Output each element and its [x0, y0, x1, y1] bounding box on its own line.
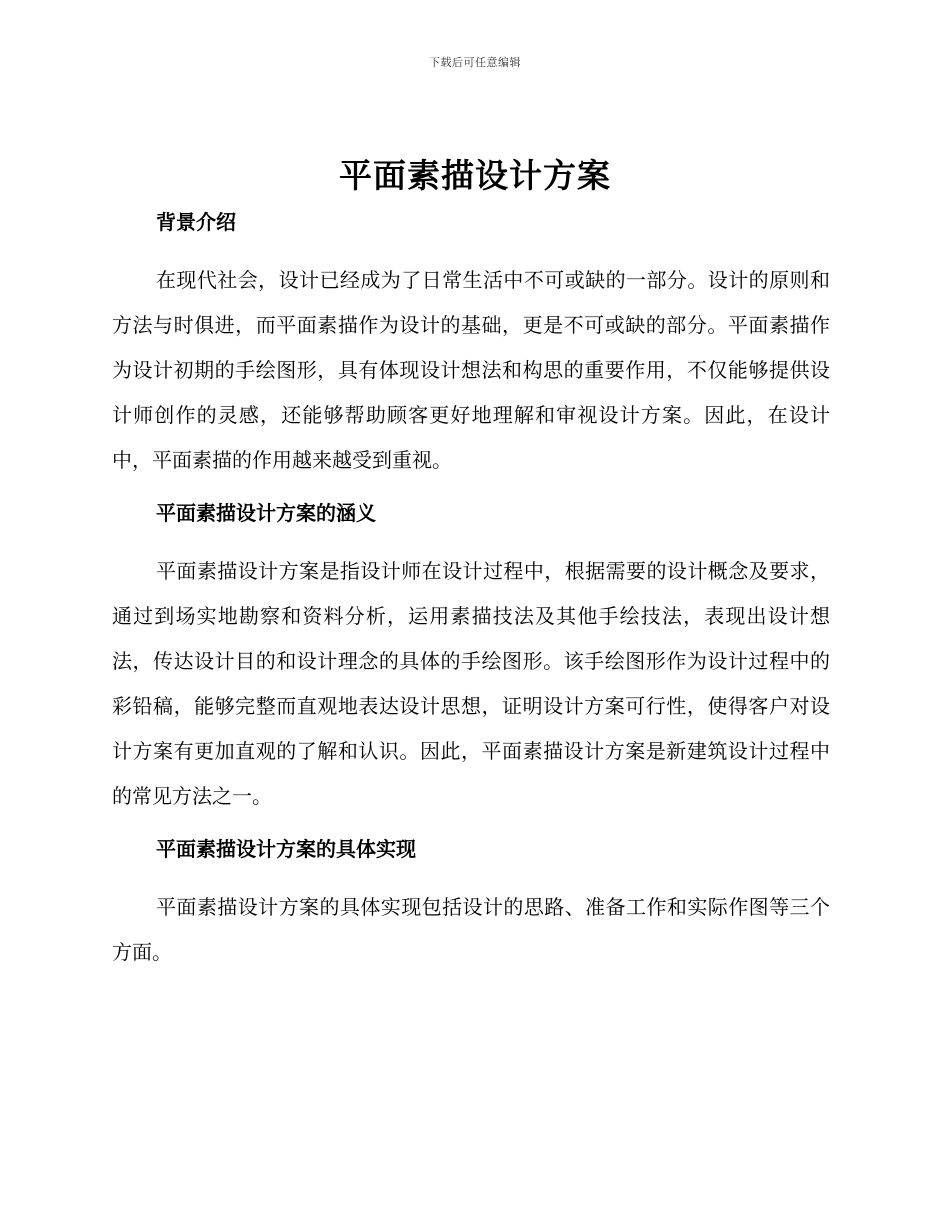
section-heading-meaning: 平面素描设计方案的涵义 [156, 501, 376, 525]
document-body [112, 202, 830, 975]
section-paragraph-implementation: 平面素描设计方案的具体实现包括设计的思路、准备工作和实际作图等三个方面。 [112, 895, 830, 964]
section-heading-implementation: 平面素描设计方案的具体实现 [156, 837, 416, 861]
section-paragraph-background: 在现代社会，设计已经成为了日常生活中不可或缺的一部分。设计的原则和方法与时俱进，而平面素描作为设计的基础，更是不可或缺的部分。平面素描作为设计初期的手绘图形，具有体现设计想法和构思的重要作用，不仅能够提供设计师创作的灵感，还能够帮助顾客更好地理解和审视设计方案。因此，在设计中，平面素描的作用越来越受到重视。 [112, 268, 830, 472]
page-header-note: 下载后可任意编辑 [429, 56, 521, 69]
section-heading-background: 背景介绍 [156, 210, 236, 234]
document-title: 平面素描设计方案 [339, 156, 611, 195]
section-paragraph-meaning: 平面素描设计方案是指设计师在设计过程中，根据需要的设计概念及要求，通过到场实地勘察和资料分析，运用素描技法及其他手绘技法，表现出设计想法，传达设计目的和设计理念的具体的手绘图形。该手绘图形作为设计过程中的彩铅稿，能够完整而直观地表达设计思想，证明设计方案可行性，使得客户对设计方案有更加直观的了解和认识。因此，平面素描设计方案是新建筑设计过程中的常见方法之一。 [112, 559, 830, 808]
